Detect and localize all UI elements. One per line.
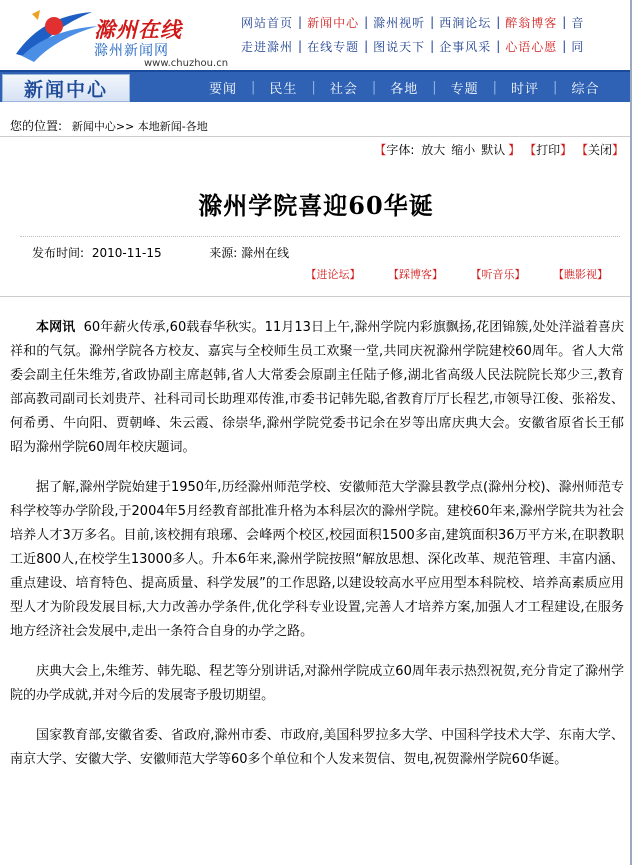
- top-nav-link[interactable]: 滁州视听: [373, 15, 426, 30]
- breadcrumb: [10, 117, 208, 134]
- top-nav-link[interactable]: 醉翁博客: [505, 15, 558, 30]
- top-nav-link[interactable]: 在线专题: [307, 39, 360, 54]
- font-small-button[interactable]: 缩小: [451, 143, 476, 157]
- bracket: 【: [575, 143, 588, 157]
- logo-swoosh-icon: [12, 6, 102, 66]
- separator: |: [298, 15, 303, 29]
- logo-url: www.chuzhou.cn: [144, 58, 229, 69]
- separator: |: [496, 15, 501, 29]
- blog-link[interactable]: 【踩博客】: [388, 268, 443, 281]
- separator: |: [432, 79, 437, 95]
- divider: [0, 296, 632, 297]
- logo-title: 滁州在线: [94, 18, 182, 42]
- nav-item-zhuanti[interactable]: 专题: [450, 81, 479, 97]
- paragraph: 庆典大会上,朱维芳、韩先聪、程艺等分别讲话,对滁州学院成立60周年表示热烈祝贺,充分肯定了滁州学院的办学成就,并对今后的发展寄予殷切期望。: [10, 664, 624, 703]
- logo-subtitle: 滁州新闻网: [94, 43, 169, 59]
- paragraph: [10, 316, 624, 460]
- site-logo[interactable]: [12, 6, 229, 69]
- breadcrumb-label: 您的位置:: [10, 119, 63, 133]
- font-size-label: 字体:: [386, 143, 415, 157]
- music-link[interactable]: 【听音乐】: [470, 268, 526, 281]
- top-nav-link[interactable]: 西涧论坛: [439, 15, 492, 30]
- source-label: 来源:: [209, 246, 238, 260]
- divider: [20, 236, 620, 237]
- separator: |: [298, 39, 303, 53]
- date-label: 发布时间:: [32, 246, 85, 260]
- font-default-button[interactable]: 默认: [481, 143, 506, 157]
- top-navigation: [236, 10, 632, 58]
- site-header: [0, 0, 632, 70]
- nav-item-yaowen[interactable]: 要闻: [209, 81, 238, 97]
- separator: |: [430, 39, 435, 53]
- paragraph: 国家教育部,安徽省委、省政府,滁州市委、市政府,美国科罗拉多大学、中国科学技术大学、东南大学、南京大学、安徽大学、安徽师范大学等60多个单位和个人发来贺信、贺电,祝贺滁州学院60华诞。: [10, 728, 624, 767]
- nav-item-minsheng[interactable]: 民生: [269, 81, 298, 97]
- publish-date: 2010-11-15: [91, 246, 162, 260]
- top-nav-link[interactable]: 同: [571, 39, 585, 54]
- top-nav-link[interactable]: 音: [571, 15, 585, 30]
- separator: |: [562, 39, 567, 53]
- bracket: 【: [374, 143, 387, 157]
- separator: |: [430, 15, 435, 29]
- nav-item-zonghe[interactable]: 综合: [571, 81, 600, 97]
- top-nav-link[interactable]: 心语心愿: [505, 39, 558, 54]
- section-title: 新闻中心: [2, 74, 130, 102]
- top-nav-row-1: [236, 10, 632, 34]
- related-links: [306, 266, 609, 282]
- close-button[interactable]: 关闭: [587, 143, 612, 157]
- article-title: 滁州学院喜迎60华诞: [198, 191, 434, 220]
- separator: |: [562, 15, 567, 29]
- paragraph-text: 60年薪火传承,60载春华秋实。11月13日上午,滁州学院内彩旗飘扬,花团锦簇,处处洋溢着喜庆祥和的气氛。滁州学院各方校友、嘉宾与全校师生员工欢聚一堂,共同庆祝滁州学院建校60周年。省人大常委会副主任朱维芳,省政协副主席赵韩,省人大常委会原副主任陆子修,湖北省高级人民法院院长郑少三,教育部高教司副司长刘贵芹、社科司司长助理邓传淮,市委书记韩先聪,省教育厅厅长程艺,市领导江俊、张裕发、何希勇、牛向阳、贾朝峰、朱云霞、徐崇华,滁州学院党委书记余在岁等出席庆典大会。安徽省原省长王郁昭为滁州学院60周年校庆题词。: [10, 320, 624, 455]
- article-body: [10, 316, 624, 788]
- separator: |: [492, 79, 498, 95]
- blog-link-label: 踩博客: [399, 268, 432, 281]
- music-link-label: 听音乐: [481, 268, 515, 281]
- article-meta: [32, 244, 289, 261]
- bracket: 】: [560, 143, 573, 157]
- source-value: 滁州在线: [241, 246, 290, 260]
- forum-link[interactable]: 【进论坛】: [305, 268, 361, 281]
- separator: |: [364, 15, 369, 29]
- bracket: 】: [611, 143, 624, 157]
- video-link-label: 瞧影视: [564, 268, 597, 281]
- article-tools: [374, 141, 624, 158]
- bracket: 【: [524, 143, 537, 157]
- forum-link-label: 进论坛: [316, 268, 350, 281]
- bracket: 】: [508, 143, 521, 157]
- print-button[interactable]: 打印: [536, 143, 561, 157]
- nav-item-gedi[interactable]: 各地: [390, 81, 419, 97]
- font-large-button[interactable]: 放大: [421, 143, 446, 157]
- top-nav-link[interactable]: 走进滁州: [241, 39, 294, 54]
- top-nav-link[interactable]: 图说天下: [373, 39, 426, 54]
- paragraph: 据了解,滁州学院始建于1950年,历经滁州师范学校、安徽师范大学滁县教学点(滁州分校)、滁州师范专科学校等办学阶段,于2004年5月经教育部批准升格为本科层次的滁州学院。建校60年来,滁州学院共为社会培养人才3万多名。目前,该校拥有琅琊、会峰两个校区,校园面积1500多亩,建筑面积36万平方米,在职教职工近800人,在校学生13000多人。升本6年来,滁州学院按照“解放思想、深化改革、规范管理、丰富内涵、重点建设、培育特色、提高质量、科学发展”的工作思路,以建设较高水平应用型本科院校、培养高素质应用型人才为阶段发展目标,大力改善办学条件,优化学科专业设置,完善人才培养方案,加强人才工程建设,在服务地方经济社会发展中,走出一条符合自身的办学之路。: [10, 480, 624, 639]
- separator: |: [496, 39, 501, 53]
- separator: |: [251, 79, 256, 95]
- divider: [0, 136, 632, 137]
- top-nav-link[interactable]: 网站首页: [241, 15, 294, 30]
- video-link[interactable]: 【瞧影视】: [553, 268, 608, 281]
- top-nav-row-2: [236, 34, 632, 58]
- separator: |: [311, 79, 316, 95]
- separator: |: [371, 79, 377, 95]
- breadcrumb-path[interactable]: 新闻中心>> 本地新闻-各地: [71, 120, 208, 133]
- main-nav-bar: [0, 70, 632, 102]
- lead-tag: 本网讯: [36, 320, 76, 335]
- nav-item-shiping[interactable]: 时评: [511, 81, 540, 97]
- channel-menu: [195, 72, 613, 102]
- top-nav-link[interactable]: 企事风采: [439, 39, 492, 54]
- separator: |: [553, 79, 558, 95]
- nav-item-shehui[interactable]: 社会: [329, 81, 358, 97]
- top-nav-link[interactable]: 新闻中心: [307, 15, 360, 30]
- separator: |: [364, 39, 369, 53]
